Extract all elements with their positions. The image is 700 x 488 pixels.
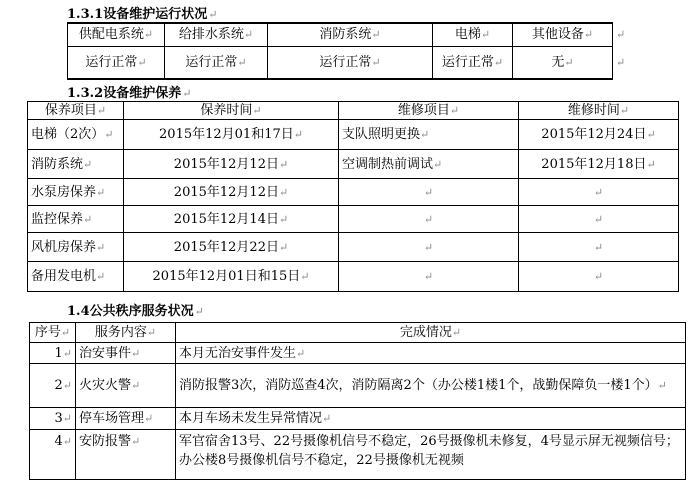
header-cell: 维修时间↵	[519, 102, 679, 120]
section-heading-3: 1.4公共秩序服务状况↵	[67, 304, 204, 319]
header-cell: 保养项目↵	[28, 102, 124, 120]
repair-cell: 空调制热前调试↵	[339, 150, 519, 179]
status-cell: 本月车场未发生异常情况↵	[176, 408, 686, 430]
row-end-mark: ↵	[616, 28, 626, 41]
status-cell: 消防报警3次，消防巡查4次，消防隔离2个（办公楼1楼1个，战勤保障负一楼1个）↵	[176, 364, 686, 408]
item-cell: 风机房保养↵	[28, 233, 124, 262]
number-cell: 1↵	[30, 343, 76, 364]
header-cell: 维修项目↵	[339, 102, 519, 120]
header-cell: 完成情况↵	[176, 323, 686, 343]
table-header-row	[68, 23, 641, 46]
value-cell: 运行正常↵	[433, 46, 513, 79]
header-cell: 序号↵	[30, 323, 76, 343]
maintenance-table	[27, 101, 679, 292]
row-end-mark: ↵	[616, 56, 626, 69]
repair-time-cell: ↵	[519, 262, 679, 292]
header-cell: 电梯↵	[433, 23, 513, 46]
item-cell: 水泵房保养↵	[28, 179, 124, 206]
content-cell: 火灾火警↵	[76, 364, 176, 408]
repair-cell: ↵	[339, 233, 519, 262]
table-header-row	[28, 102, 679, 120]
status-cell: 本月无治安事件发生↵	[176, 343, 686, 364]
table-row	[28, 120, 679, 150]
header-cell: 消防系统↵	[268, 23, 433, 46]
repair-time-cell: 2015年12月18日↵	[519, 150, 679, 179]
repair-cell: ↵	[339, 206, 519, 233]
table-row	[30, 408, 686, 430]
number-cell: 4↵	[30, 430, 76, 480]
time-cell: 2015年12月01和17日↵	[124, 120, 339, 150]
paragraph-mark-icon: ↵	[208, 8, 218, 21]
repair-time-cell: ↵	[519, 233, 679, 262]
content-cell: 治安事件↵	[76, 343, 176, 364]
time-cell: 2015年12月01日和15日↵	[124, 262, 339, 292]
content-cell: 安防报警↵	[76, 430, 176, 480]
section-heading-2: 1.3.2设备维护保养↵	[67, 86, 192, 101]
repair-cell: ↵	[339, 262, 519, 292]
table-row	[30, 343, 686, 364]
paragraph-mark-icon: ↵	[194, 305, 204, 318]
section-heading-1: 1.3.1设备维护运行状况↵	[67, 7, 218, 22]
time-cell: 2015年12月14日↵	[124, 206, 339, 233]
table-row	[28, 262, 679, 292]
repair-time-cell: ↵	[519, 206, 679, 233]
content-cell: 停车场管理↵	[76, 408, 176, 430]
repair-cell: 支队照明更换↵	[339, 120, 519, 150]
time-cell: 2015年12月12日↵	[124, 150, 339, 179]
item-cell: 电梯（2次）↵	[28, 120, 124, 150]
table-row	[28, 150, 679, 179]
value-cell: 运行正常↵	[165, 46, 268, 79]
number-cell: 2↵	[30, 364, 76, 408]
number-cell: 3↵	[30, 408, 76, 430]
table-row	[68, 46, 641, 79]
value-cell: 运行正常↵	[268, 46, 433, 79]
header-cell: 保养时间↵	[124, 102, 339, 120]
repair-time-cell: 2015年12月24日↵	[519, 120, 679, 150]
table-row	[28, 179, 679, 206]
value-cell: 运行正常↵	[68, 46, 165, 79]
table-header-row	[30, 323, 686, 343]
time-cell: 2015年12月12日↵	[124, 179, 339, 206]
table-row	[30, 364, 686, 408]
equipment-status-table	[67, 22, 641, 80]
item-cell: 监控保养↵	[28, 206, 124, 233]
repair-time-cell: ↵	[519, 179, 679, 206]
header-cell: 给排水系统↵	[165, 23, 268, 46]
header-cell: 服务内容↵	[76, 323, 176, 343]
item-cell: 消防系统↵	[28, 150, 124, 179]
header-cell: 其他设备↵	[513, 23, 613, 46]
item-cell: 备用发电机↵	[28, 262, 124, 292]
status-cell: 军官宿舍13号、22号摄像机信号不稳定，26号摄像机未修复，4号显示屏无视频信号；办公楼8号摄像机信号不稳定，22号摄像机无视频	[176, 430, 686, 480]
table-row	[30, 430, 686, 480]
public-order-table	[29, 322, 686, 480]
time-cell: 2015年12月22日↵	[124, 233, 339, 262]
header-cell: 供配电系统↵	[68, 23, 165, 46]
table-row	[28, 206, 679, 233]
table-row	[28, 233, 679, 262]
value-cell: 无↵	[513, 46, 613, 79]
repair-cell: ↵	[339, 179, 519, 206]
paragraph-mark-icon: ↵	[182, 87, 192, 100]
